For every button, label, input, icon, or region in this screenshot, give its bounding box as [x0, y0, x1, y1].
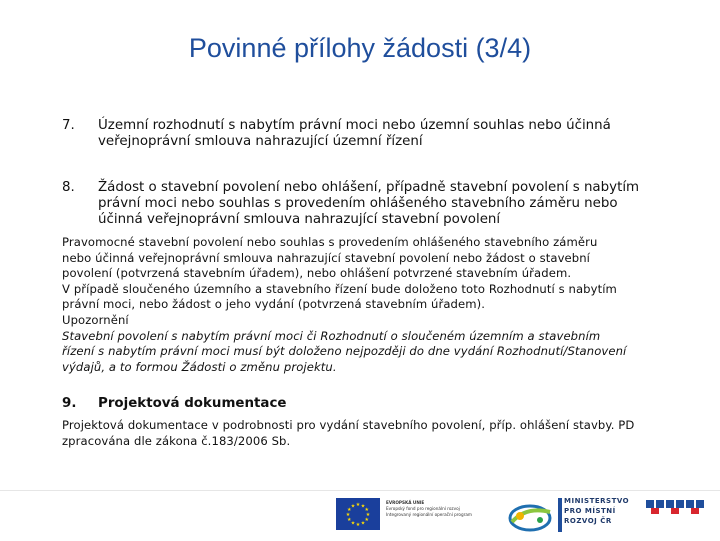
paragraph-line: Projektová dokumentace v podrobnosti pro vydání stavebního povolení, příp. ohlášení stavby. PD — [62, 418, 635, 432]
page-title: Povinné přílohy žádosti (3/4) — [188, 33, 532, 63]
svg-text:★: ★ — [360, 520, 366, 527]
ministry-line: MINISTERSTVO — [564, 497, 630, 505]
warning-heading: Upozornění — [62, 312, 129, 327]
item-number: 8. — [62, 180, 75, 195]
warning-line: výdajů, a to formou Žádosti o změnu projektu. — [62, 359, 337, 374]
svg-text:★: ★ — [347, 517, 352, 523]
eu-logo-text — [386, 500, 504, 518]
svg-text:★: ★ — [364, 507, 369, 513]
item-9-label: Projektová dokumentace — [98, 396, 287, 411]
paragraph-line: nebo účinná veřejnoprávní smlouva nahrazující stavební povolení nebo žádost o stavební — [62, 250, 591, 265]
svg-text:★: ★ — [350, 503, 356, 510]
eu-name: EVROPSKÁ UNIE — [386, 500, 425, 505]
paragraph-line: povolení (potvrzená stavebním úřadem), nebo ohlášení potvrzené stavebním úřadem. — [62, 266, 572, 281]
svg-text:★: ★ — [365, 512, 371, 518]
eu-programme: Integrovaný regionální operační program — [386, 512, 472, 517]
warning-line: Stavební povolení s nabytím právní moci či Rozhodnutí o sloučeném územním a stavebním — [62, 328, 601, 343]
eu-fund: Evropský fond pro regionální rozvoj — [386, 506, 460, 511]
item-number: 9. — [62, 396, 77, 411]
svg-text:★: ★ — [360, 503, 366, 510]
ministry-mark-icon — [558, 498, 562, 532]
svg-text:★: ★ — [345, 512, 351, 518]
item-8-explanation — [62, 235, 702, 375]
svg-text:★: ★ — [355, 502, 361, 508]
svg-text:★: ★ — [350, 520, 356, 527]
item-text-line: veřejnoprávní smlouva nahrazující územní řízení — [98, 134, 423, 149]
irop-logo-icon — [506, 500, 556, 534]
eu-flag-icon — [336, 498, 380, 530]
svg-text:★: ★ — [364, 517, 369, 523]
list-item-7 — [62, 118, 692, 150]
svg-text:★: ★ — [355, 522, 361, 528]
ministry-line: ROZVOJ ČR — [564, 517, 612, 525]
list-item-9 — [62, 396, 286, 411]
item-text-line: Územní rozhodnutí s nabytím právní moci nebo územní souhlas nebo účinná — [98, 118, 611, 133]
ministry-logo — [558, 496, 628, 536]
warning-line: řízení s nabytím právní moci musí být doloženo nejpozději do dne vydání Rozhodnutí/Stanovení — [62, 344, 627, 359]
paragraph-line: V případě sloučeného územního a stavebního řízení bude doloženo toto Rozhodnutí s nabytím — [62, 281, 617, 296]
item-9-explanation — [62, 418, 702, 449]
paragraph-line: Pravomocné stavební povolení nebo souhlas s provedením ohlášeného stavebního záměru — [62, 235, 598, 249]
item-text-line: Žádost o stavební povolení nebo ohlášení, případně stavební povolení s nabytím — [98, 180, 640, 195]
ministry-line: PRO MÍSTNÍ — [564, 507, 616, 515]
regional-development-logo-icon — [636, 498, 716, 534]
paragraph-line: zpracována dle zákona č.183/2006 Sb. — [62, 433, 291, 448]
item-text-line: právní moci nebo souhlas s provedením ohlášeného stavebního záměru nebo — [98, 196, 618, 211]
svg-text:★: ★ — [347, 507, 352, 513]
item-number: 7. — [62, 118, 75, 133]
paragraph-line: právní moci, nebo žádost o jeho vydání (potvrzená stavebním úřadem). — [62, 297, 486, 312]
list-item-8 — [62, 180, 692, 228]
item-text-line: účinná veřejnoprávní smlouva nahrazující stavební povolení — [98, 212, 501, 227]
